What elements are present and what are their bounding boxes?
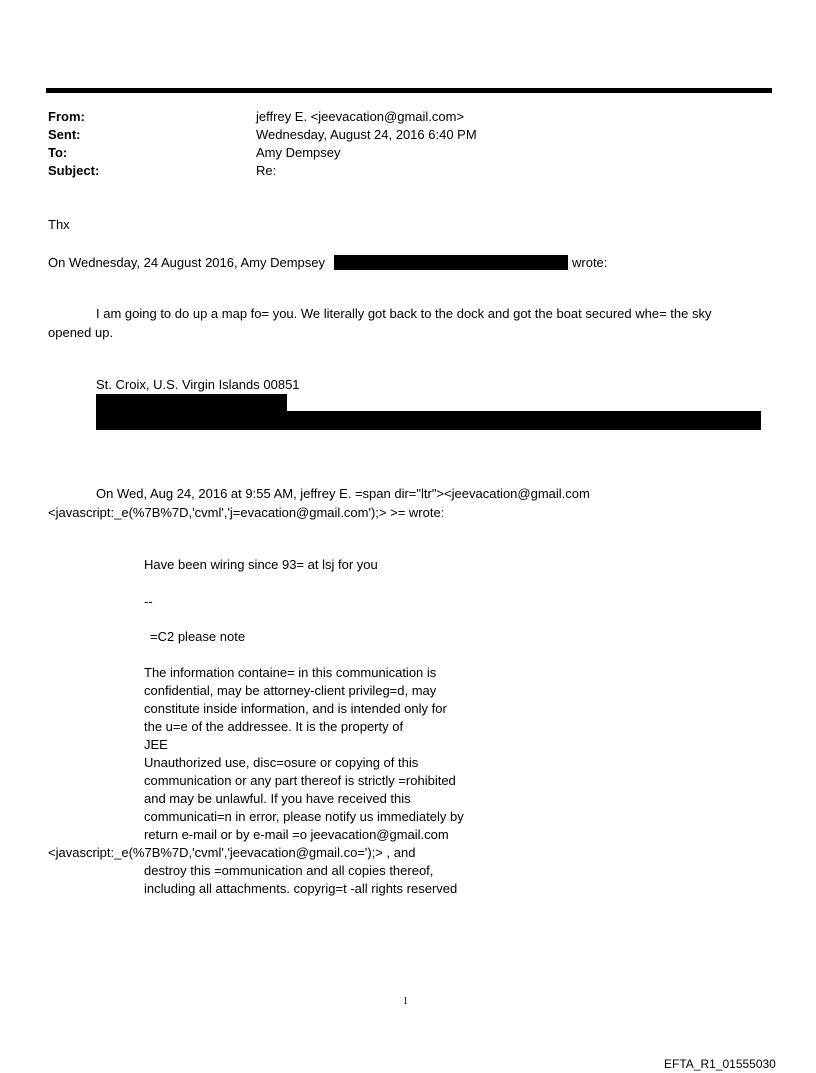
disclaimer-line: JEE (144, 737, 168, 752)
quoted-paragraph-line1: I am going to do up a map fo= you. We literally got back to the dock and got the boat secured whe= the sky (96, 306, 712, 321)
page-number: 1 (403, 996, 408, 1007)
sent-value: Wednesday, August 24, 2016 6:40 PM (256, 127, 477, 142)
document-id: EFTA_R1_01555030 (664, 1057, 776, 1071)
signature-location: St. Croix, U.S. Virgin Islands 00851 (96, 377, 300, 392)
sent-label: Sent: (48, 127, 81, 142)
quoted-paragraph-line2: opened up. (48, 325, 114, 340)
disclaimer-line: communication or any part thereof is strictly =rohibited (144, 773, 456, 788)
quote-intro-suffix: wrote: (572, 255, 608, 270)
from-label: From: (48, 109, 85, 124)
disclaimer-line: constitute inside information, and is intended only for (144, 701, 447, 716)
reply-text: Thx (48, 217, 70, 232)
redaction-email (334, 255, 568, 270)
inner-intro-line1: On Wed, Aug 24, 2016 at 9:55 AM, jeffrey E. =span dir="ltr"><jeevacation@gmail.com (96, 486, 590, 501)
disclaimer-outdent-line: <javascript:_e(%7B%7D,'cvml','jeevacation@gmail.co=');> , and (48, 845, 416, 860)
quote-intro-prefix: On Wednesday, 24 August 2016, Amy Dempsey (48, 255, 326, 270)
from-value: jeffrey E. <jeevacation@gmail.com> (256, 109, 465, 124)
to-value: Amy Dempsey (256, 145, 341, 160)
header-divider-rule (46, 88, 772, 93)
disclaimer-line: the u=e of the addressee. It is the property of (144, 719, 404, 734)
disclaimer-line: confidential, may be attorney-client privileg=d, may (144, 683, 437, 698)
disclaimer-line: return e-mail or by e-mail =o jeevacation@gmail.com (144, 827, 449, 842)
disclaimer-line: and may be unlawful. If you have received this (144, 791, 411, 806)
signature-separator: -- (144, 594, 153, 609)
subject-value: Re: (256, 163, 277, 178)
disclaimer-line: communicati=n in error, please notify us immediately by (144, 809, 464, 824)
inner-message: Have been wiring since 93= at lsj for you (144, 557, 378, 572)
redaction-signature-line1 (96, 394, 287, 412)
subject-label: Subject: (48, 163, 100, 178)
signature-note: =C2 please note (150, 629, 246, 644)
disclaimer-line: destroy this =ommunication and all copies thereof, (144, 863, 434, 878)
disclaimer-line: Unauthorized use, disc=osure or copying of this (144, 755, 419, 770)
disclaimer-line: The information containe= in this communication is (144, 665, 437, 680)
inner-intro-line2: <javascript:_e(%7B%7D,'cvml','j=evacation@gmail.com');> >= wrote: (48, 505, 445, 520)
redaction-signature-line2 (96, 411, 761, 430)
to-label: To: (48, 145, 68, 160)
disclaimer-line: including all attachments. copyrig=t -all rights reserved (144, 881, 458, 896)
